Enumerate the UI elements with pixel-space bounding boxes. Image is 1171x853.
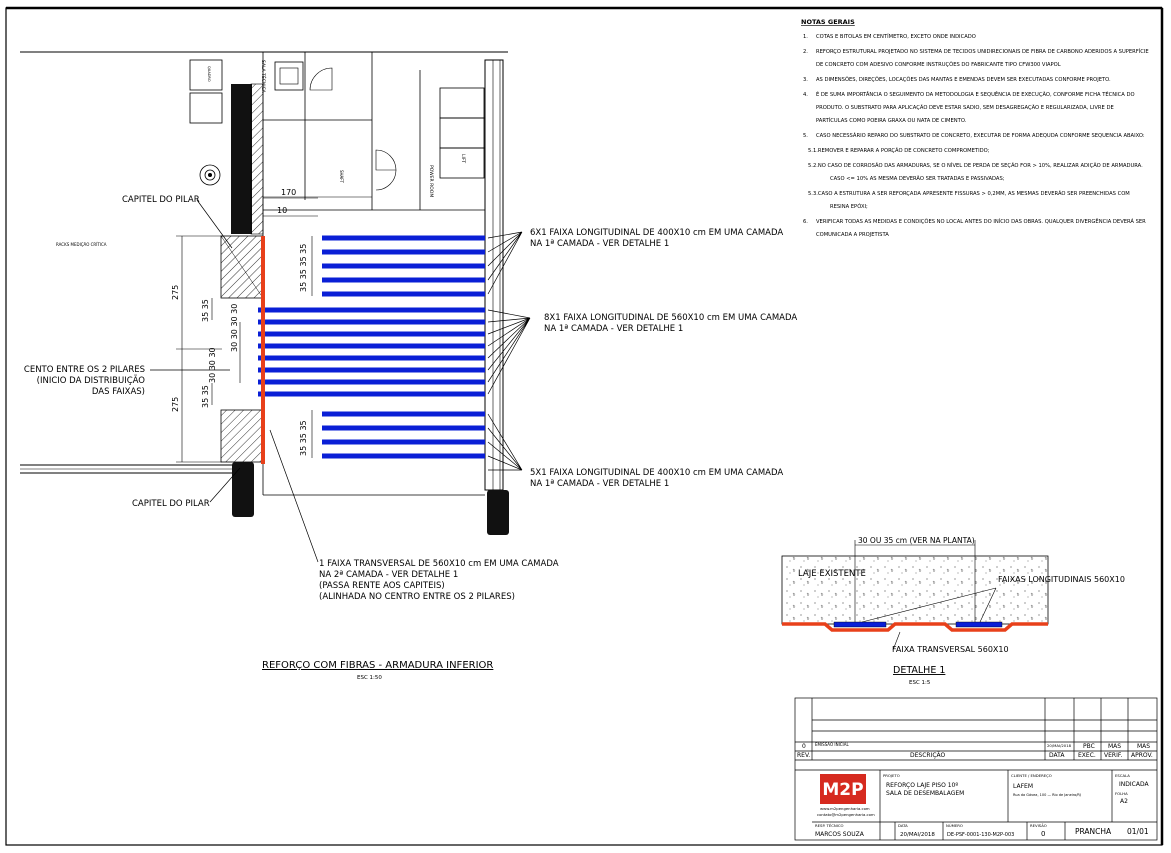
fiber-long-mid-3 (258, 344, 485, 349)
note-text: É DE SUMA IMPORTÂNCIA O SEGUIMENTO DA METODOLOGIA E SEQUÊNCIA DE EXECUÇÃO, CONFORME FICHA TÉCNICA DO (816, 92, 1135, 98)
transversal-label (319, 559, 559, 602)
dim-275-bottom: 275 (171, 396, 180, 412)
dim-35-top: 35 35 (201, 299, 210, 322)
centro-line: DAS FAIXAS) (91, 387, 145, 397)
data-label: DATA (898, 823, 908, 828)
escala-label: ESCALA (1115, 773, 1130, 778)
cliente-label: CLIENTE / ENDEREÇO (1011, 773, 1052, 778)
note-text: 5.3.CASO A ESTRUTURA A SER REFORÇADA APRESENTE FISSURAS > 0,2MM, AS MESMAS DEVERÃO SER PREENCHIDAS COM (808, 191, 1130, 197)
dim-30s-a: 30 30 30 30 (230, 303, 239, 352)
note-number: 4. (803, 92, 808, 98)
hdr-desc: DESCRIÇÃO (910, 752, 946, 759)
title-block (795, 698, 1157, 840)
rev-verif: MAS (1108, 743, 1122, 750)
fiber-long-mid-1 (258, 320, 485, 325)
note-number: 5. (803, 133, 808, 139)
capitel-bottom (221, 410, 263, 462)
dim-35-bottom: 35 35 (201, 385, 210, 408)
note-number: 3. (803, 77, 808, 83)
detail-long-strip-b (956, 622, 1002, 627)
prancha: 01/01 (1127, 827, 1149, 836)
fiber-long-mid-2 (258, 332, 485, 337)
fiber-long-top-2 (322, 264, 485, 269)
prancha-label: PRANCHA (1075, 827, 1112, 836)
detail-scale: ESC 1:5 (909, 680, 931, 686)
power-room-label: POWER ROOM (428, 165, 433, 198)
note-text: CASO <= 10% AS MESMA DEVERÃO SER TRATADAS E PASSIVADAS; (830, 176, 1005, 182)
note-text: AS DIMENSÕES, DIREÇÕES, LOCAÇÕES DAS MANTAS E EMENDAS DEVEM SER EXECUTADAS CONFORME PROJETO. (816, 77, 1111, 83)
centro-line: (INICIO DA DISTRIBUIÇÃO (36, 376, 145, 386)
fb-line: 5X1 FAIXA LONGITUDINAL DE 400X10 cm EM UMA CAMADA (530, 468, 784, 478)
dim-30s-b: 30 30 30 (208, 347, 217, 383)
fiber-long-mid-7 (258, 392, 485, 397)
title-block-text (797, 742, 1153, 838)
plan-scale: ESC 1:50 (357, 675, 382, 681)
dim-170: 170 (281, 188, 297, 197)
hdr-rev: REV. (797, 752, 811, 759)
folha: A2 (1120, 798, 1128, 805)
rev-aprov: MAS (1137, 743, 1151, 750)
dim-35s-top: 35 35 35 35 (299, 243, 308, 292)
fiber-long-mid-5 (258, 368, 485, 373)
rev-date: 20/MAI/2018 (1047, 743, 1072, 748)
note-number: 1. (803, 34, 808, 40)
fiber-long-top-1 (322, 250, 485, 255)
logo-web: www.m2pengenharia.com (820, 806, 870, 811)
fm-line: 8X1 FAIXA LONGITUDINAL DE 560X10 cm EM UMA CAMADA (544, 313, 798, 323)
fiber-long-top-4 (322, 292, 485, 297)
detail-1 (782, 536, 1125, 686)
cliente: LAFEM (1013, 783, 1034, 790)
projeto-line-1: REFORÇO LAJE PISO 10º (886, 782, 959, 789)
fiber-long-bottom-1 (322, 426, 485, 431)
numero-label: NÚMERO (946, 823, 963, 828)
note-text: RESINA EPÓXI; (830, 204, 868, 210)
faixa-top-label (530, 228, 783, 249)
fiber-long-mid-4 (258, 356, 485, 361)
detail-dim: 30 OU 35 cm (VER NA PLANTA) (858, 536, 975, 545)
capitel-bottom-label: CAPITEL DO PILAR (132, 499, 210, 509)
quadro-label: QUADRO (207, 66, 211, 82)
fiber-long-bottom-0 (322, 412, 485, 417)
laje-label: LAJE EXISTENTE (798, 569, 866, 579)
rev-exec: PBC (1083, 743, 1095, 750)
logo-text: M2P (822, 780, 864, 800)
detail-title: DETALHE 1 (893, 665, 946, 676)
lift-label: LIFT (460, 154, 465, 164)
dim-35s-bottom: 35 35 35 (299, 420, 308, 456)
numero: DE-PSF-0001-130-M2P-003 (947, 832, 1015, 838)
centro-label (24, 365, 145, 397)
fiber-transversal (261, 236, 265, 464)
general-notes (801, 18, 1149, 238)
logo-mail: contato@m2pengenharia.com (817, 812, 875, 817)
fm-line: NA 1ª CAMADA - VER DETALHE 1 (544, 324, 684, 334)
sala-tecnica-label: SALA TÉCNICA (260, 60, 265, 93)
projeto-line-2: SALA DE DESEMBALAGEM (886, 790, 965, 797)
projeto-label: PROJETO (883, 773, 900, 778)
dim-10: 10 (277, 206, 288, 215)
note-text: PRODUTO. O SUBSTRATO PARA APLICAÇÃO DEVE ESTAR SADIO, SEM DESAGREGAÇÃO E REGULARIZADA, LIVRE DE (816, 105, 1114, 111)
note-text: CASO NECESSÁRIO REPARO DO SUBSTRATO DE CONCRETO, EXECUTAR DE FORMA ADEQUDA CONFORME SEQUENCIA ABAIXO: (816, 133, 1145, 139)
hdr-exec: EXEC. (1078, 752, 1096, 759)
fiber-long-bottom-3 (322, 454, 485, 459)
tr-line: (PASSA RENTE AOS CAPITEIS) (319, 581, 445, 591)
shaft-label: SHAFT (339, 170, 344, 183)
folha-label: FOLHA (1115, 791, 1128, 796)
dim-275-top: 275 (171, 284, 180, 300)
revisao-label: REVISÃO (1030, 823, 1047, 828)
fiber-long-mid-0 (258, 308, 485, 313)
tr-line: NA 2ª CAMADA - VER DETALHE 1 (319, 570, 459, 580)
fiber-strips (258, 236, 485, 465)
note-text: VERIFICAR TODAS AS MEDIDAS E CONDIÇÕES NO LOCAL ANTES DO INÍCIO DAS OBRAS. QUALQUER DIVERGÊNCIA DEVERÁ SER (816, 219, 1146, 225)
plan-title: REFORÇO COM FIBRAS - ARMADURA INFERIOR (262, 660, 494, 671)
revisao: 0 (1041, 830, 1046, 838)
faixa-transv-label: FAIXA TRANSVERSAL 560X10 (892, 645, 1009, 654)
resp-label: RESP. TÉCNICO (815, 823, 844, 828)
note-text: REFORÇO ESTRUTURAL PROJETADO NO SISTEMA DE TECIDOS UNIDIRECIONAIS DE FIBRA DE CARBONO ADERIDOS A SUPERFÍCIE (816, 49, 1149, 55)
note-number: 6. (803, 219, 808, 225)
note-number: 2. (803, 49, 808, 55)
note-text: DE CONCRETO COM ADESIVO CONFORME INSTRUÇÕES DO FABRICANTE TIPO CFW300 VIAPOL (816, 62, 1061, 68)
note-text: PARTÍCULAS COMO POEIRA GRAXA OU NATA DE CIMENTO. (816, 118, 967, 124)
endereco: Rua da Gávea, 100 — Rio de Janeiro/RJ (1013, 793, 1081, 797)
faixa-mid-label (544, 313, 797, 334)
detail-long-strip-a (834, 622, 886, 627)
rev-desc: EMISSÃO INICIAL (815, 742, 849, 747)
fb-line: NA 1ª CAMADA - VER DETALHE 1 (530, 479, 670, 489)
faixas-long-label: FAIXAS LONGITUDINAIS 560X10 (998, 575, 1125, 584)
fiber-long-bottom-2 (322, 440, 485, 445)
hdr-date: DATA (1049, 752, 1065, 759)
notes-title: NOTAS GERAIS (801, 18, 855, 26)
racks-label: RACKS MEDIÇÃO CRÍTICA (56, 242, 107, 247)
note-text: COMUNICADA A PROJETISTA (816, 232, 889, 238)
hdr-aprov: APROV. (1131, 752, 1153, 759)
faixa-bottom-label (530, 468, 783, 489)
hdr-verif: VERIF. (1104, 752, 1123, 759)
data: 20/MAI/2018 (900, 832, 935, 838)
note-text: COTAS E BITOLAS EM CENTÍMETRO, EXCETO ONDE INDICADO (816, 34, 976, 40)
ft-line: 6X1 FAIXA LONGITUDINAL DE 400X10 cm EM UMA CAMADA (530, 228, 784, 238)
fiber-long-top-3 (322, 278, 485, 283)
tr-line: 1 FAIXA TRANSVERSAL DE 560X10 cm EM UMA CAMADA (319, 559, 559, 569)
fiber-long-mid-6 (258, 380, 485, 385)
centro-line: CENTO ENTRE OS 2 PILARES (23, 365, 145, 375)
escala: INDICADA (1119, 781, 1149, 788)
note-text: 5.2.NO CASO DE CORROSÃO DAS ARMADURAS, SE O NÍVEL DE PERDA DE SEÇÃO FOR > 10%, REALIZAR ADIÇÃO DE ARMADURA. (808, 163, 1143, 169)
detail-transv-strip (782, 624, 1048, 630)
rev-value: 0 (802, 743, 806, 750)
fiber-long-top-0 (322, 236, 485, 241)
note-text: 5.1.REMOVER E REPARAR A PORÇÃO DE CONCRETO COMPROMETIDO; (808, 148, 990, 154)
tr-line: (ALINHADA NO CENTRO ENTRE OS 2 PILARES) (319, 592, 515, 602)
resp: MARCOS SOUZA (815, 831, 864, 838)
ft-line: NA 1ª CAMADA - VER DETALHE 1 (530, 239, 670, 249)
capitel-top-label: CAPITEL DO PILAR (122, 195, 200, 205)
